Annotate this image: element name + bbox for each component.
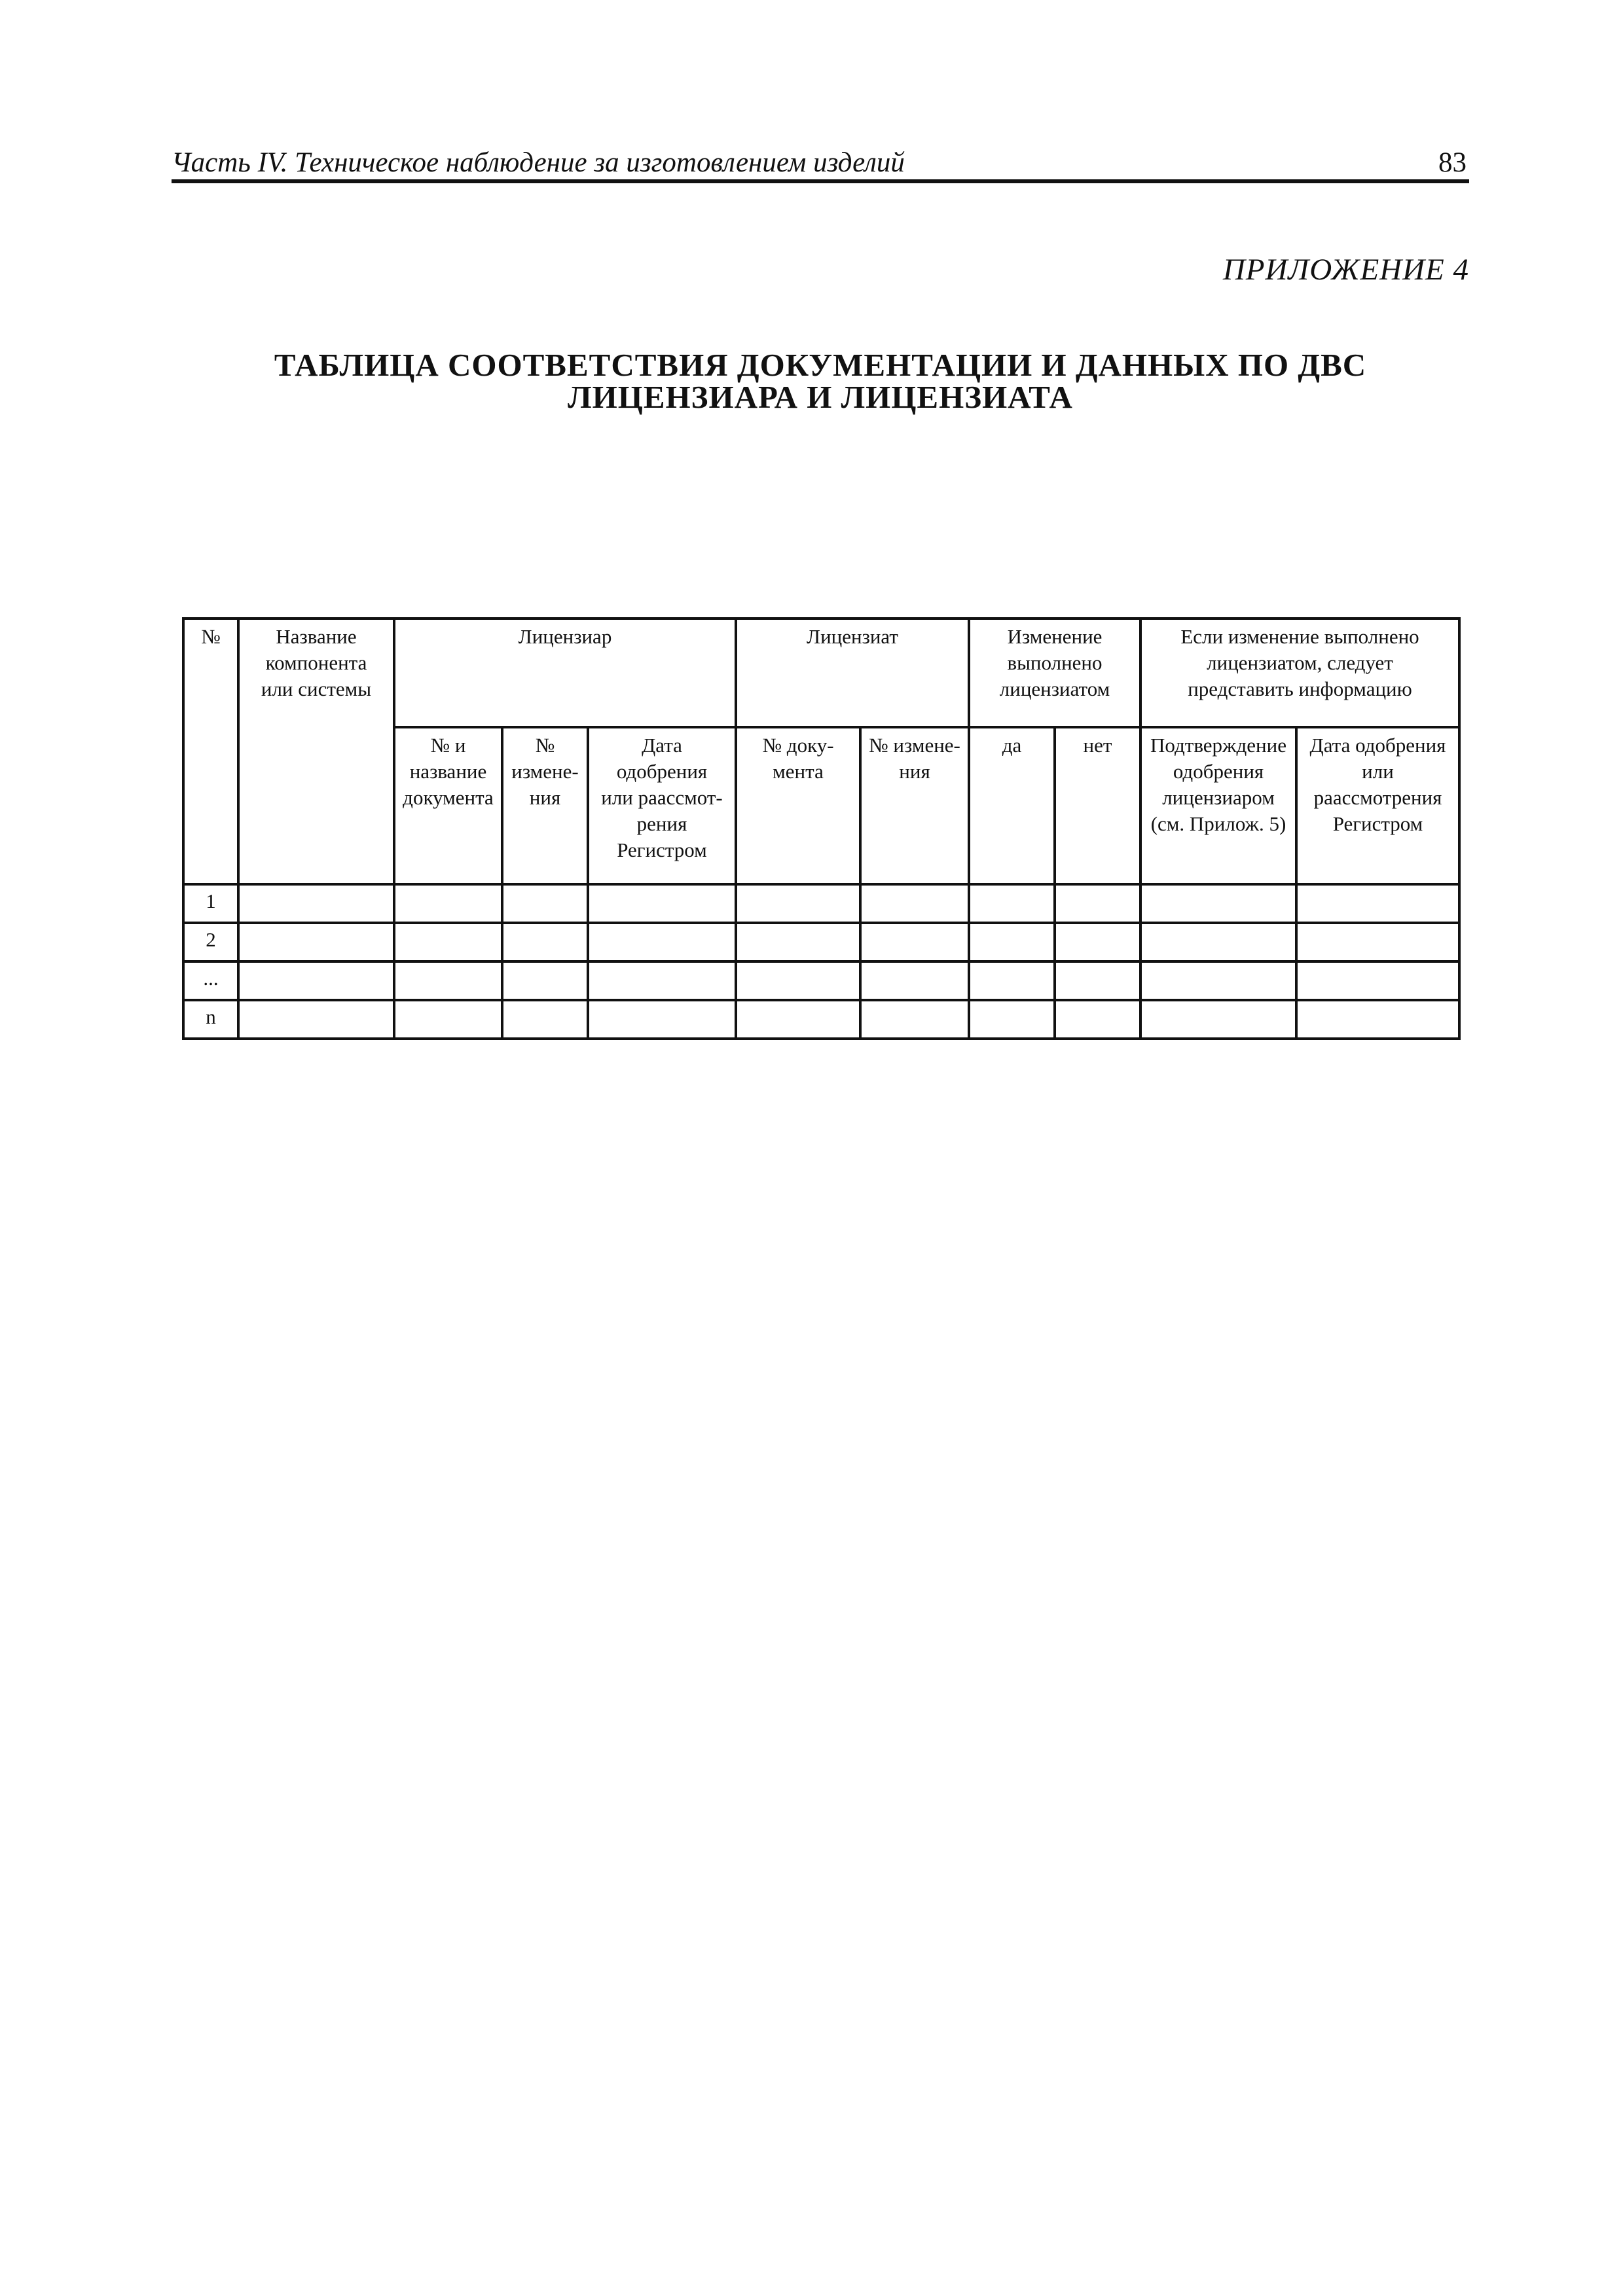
header-licensee: Лицензиат: [736, 619, 969, 727]
table-cell: [860, 923, 969, 961]
table-cell: [1140, 961, 1296, 1000]
table-cell: [394, 1000, 502, 1039]
document-title-line-1: ТАБЛИЦА СООТВЕТСТВИЯ ДОКУМЕНТАЦИИ И ДАННЫХ ПО ДВС: [274, 347, 1367, 383]
table-cell: [860, 884, 969, 923]
subheader-no: нет: [1055, 727, 1140, 884]
table-row: [183, 884, 1459, 923]
table-cell: [860, 961, 969, 1000]
table-cell: [1296, 923, 1459, 961]
table-cell: [1140, 884, 1296, 923]
table-cell: [394, 961, 502, 1000]
running-head: [172, 143, 1469, 183]
document-title-line-2: ЛИЦЕНЗИАРА И ЛИЦЕНЗИАТА: [568, 379, 1073, 415]
document-title: [172, 349, 1469, 413]
subheader-licensee-change: № измене- ния: [860, 727, 969, 884]
page-number: 83: [1438, 147, 1467, 178]
table-cell: [1140, 923, 1296, 961]
table-cell: [502, 884, 588, 923]
table-cell: [588, 923, 736, 961]
header-number: №: [183, 619, 238, 884]
table-cell: [238, 961, 394, 1000]
table-cell: [238, 884, 394, 923]
table-row: [183, 1000, 1459, 1039]
table-cell: [969, 884, 1055, 923]
table-cell: [502, 1000, 588, 1039]
table-row: [183, 961, 1459, 1000]
row-number: ...: [183, 961, 238, 1000]
table-cell: [1296, 1000, 1459, 1039]
table-cell: [238, 923, 394, 961]
table-cell: [502, 923, 588, 961]
subheader-yes: да: [969, 727, 1055, 884]
subheader-licensor-date: Дата одобрения или раассмот- рения Регистром: [588, 727, 736, 884]
subheader-approval-date: Дата одобрения или раассмотрения Регистром: [1296, 727, 1459, 884]
table-cell: [1055, 923, 1140, 961]
table-cell: [588, 1000, 736, 1039]
table-cell: [588, 961, 736, 1000]
table-cell: [969, 961, 1055, 1000]
row-number: 2: [183, 923, 238, 961]
table-cell: [736, 884, 860, 923]
row-number: n: [183, 1000, 238, 1039]
table-cell: [736, 923, 860, 961]
appendix-label: ПРИЛОЖЕНИЕ 4: [1222, 253, 1469, 287]
subheader-licensor-change: № измене- ния: [502, 727, 588, 884]
table-cell: [502, 961, 588, 1000]
table-cell: [394, 923, 502, 961]
table-cell: [1296, 961, 1459, 1000]
table-cell: [736, 961, 860, 1000]
table-cell: [736, 1000, 860, 1039]
header-change-done: Изменение выполнено лицензиатом: [969, 619, 1140, 727]
row-number: 1: [183, 884, 238, 923]
table-cell: [1055, 961, 1140, 1000]
subheader-licensee-doc: № доку- мента: [736, 727, 860, 884]
table-cell: [1140, 1000, 1296, 1039]
table-row: [183, 923, 1459, 961]
table-cell: [860, 1000, 969, 1039]
table-cell: [969, 1000, 1055, 1039]
correspondence-table: [182, 617, 1461, 1040]
table-cell: [1055, 884, 1140, 923]
running-head-title: Часть IV. Техническое наблюдение за изготовлением изделий: [172, 147, 905, 178]
table-cell: [1296, 884, 1459, 923]
table-cell: [969, 923, 1055, 961]
subheader-confirmation: Подтверждение одобрения лицензиаром (см. Прилож. 5): [1140, 727, 1296, 884]
table-cell: [1055, 1000, 1140, 1039]
header-licensor: Лицензиар: [394, 619, 736, 727]
table-cell: [238, 1000, 394, 1039]
table-cell: [588, 884, 736, 923]
table-cell: [394, 884, 502, 923]
header-component: Название компонента или системы: [238, 619, 394, 884]
header-if-change: Если изменение выполнено лицензиатом, следует представить информацию: [1140, 619, 1459, 727]
subheader-licensor-doc: № и название документа: [394, 727, 502, 884]
